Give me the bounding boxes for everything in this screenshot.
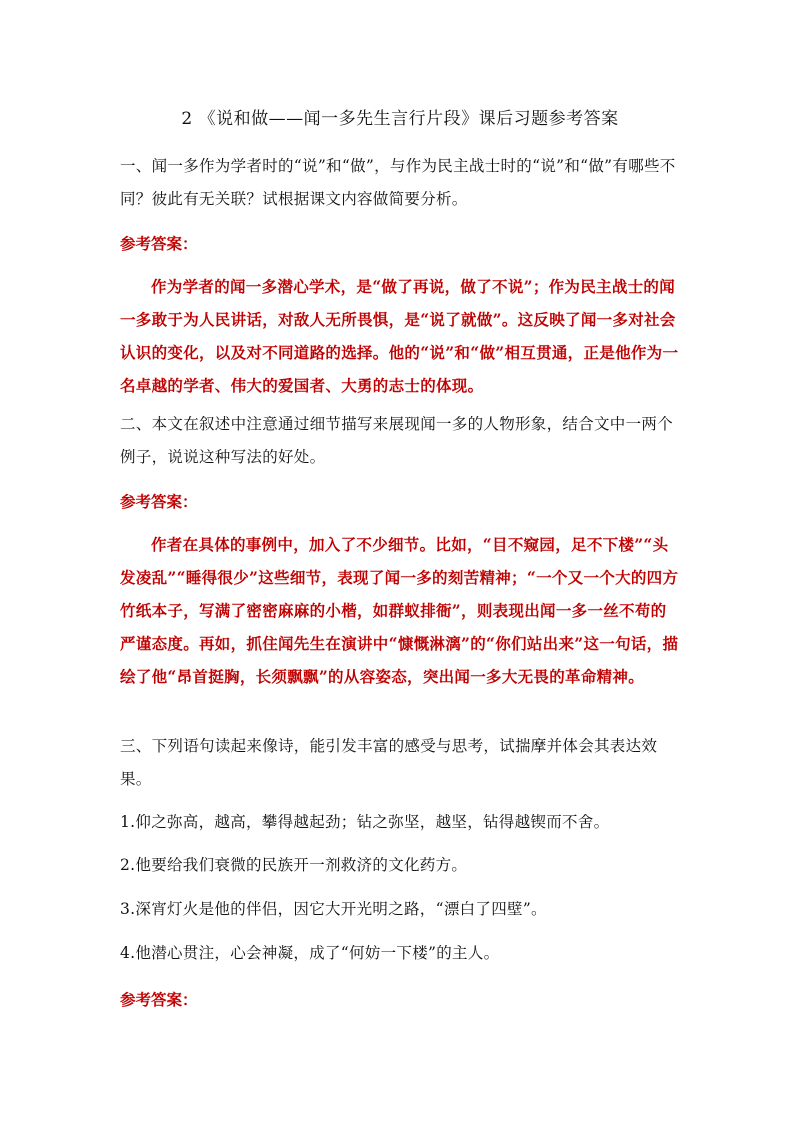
- question-2: 二、本文在叙述中注意通过细节描写来展现闻一多的人物形象，结合文中一两个例子，说说这种写法的好处。: [120, 415, 674, 466]
- answer-1: 作为学者的闻一多潜心学术，是“做了再说，做了不说”；作为民主战士的闻一多敢于为人民讲话，对敌人无所畏惧，是“说了就做”。这反映了闻一多对社会认识的变化，以及对不同道路的选择。他的“说”和“做”相互贯通，正是他作为一名卓越的学者、伟大的爱国者、大勇的志士的体现。: [120, 277, 679, 395]
- list-item: 2.他要给我们衰微的民族开一剂救济的文化药方。: [120, 856, 468, 874]
- question-1: 一、闻一多作为学者时的“说”和“做”，与作为民主战士时的“说”和“做”有哪些不同？彼此有无关联？试根据课文内容做简要分析。: [120, 157, 676, 208]
- question-3: 三、下列语句读起来像诗，能引发丰富的感受与思考，试揣摩并体会其表达效果。: [120, 737, 658, 788]
- answer-label-3: 参考答案：: [120, 990, 198, 1009]
- list-item: 3.深宵灯火是他的伴侣，因它大开光明之路，“漂白了四壁”。: [120, 900, 547, 918]
- answer-2: 作者在具体的事例中，加入了不少细节。比如，“目不窥园，足不下楼”“头发凌乱”“睡得很少”这些细节，表现了闻一多的刻苦精神；“一个又一个大的四方竹纸本子，写满了密密麻麻的小楷，如群蚁排衙”，则表现出闻一多一丝不苟的严谨态度。再如，抓住闻先生在演讲中“慷慨淋漓”的“你们站出来”这一句话，描绘了他“昂首挺胸，长须飘飘”的从容姿态，突出闻一多大无畏的革命精神。: [120, 535, 679, 686]
- answer-label-1: 参考答案：: [120, 234, 198, 253]
- page-title: 2 《说和做——闻一多先生言行片段》课后习题参考答案: [181, 109, 619, 129]
- list-item: 1.仰之弥高，越高，攀得越起劲；钻之弥坚，越坚，钻得越锲而不舍。: [120, 813, 610, 831]
- answer-label-2: 参考答案：: [120, 492, 198, 511]
- list-item: 4.他潜心贯注，心会神凝，成了“何妨一下楼”的主人。: [120, 944, 500, 962]
